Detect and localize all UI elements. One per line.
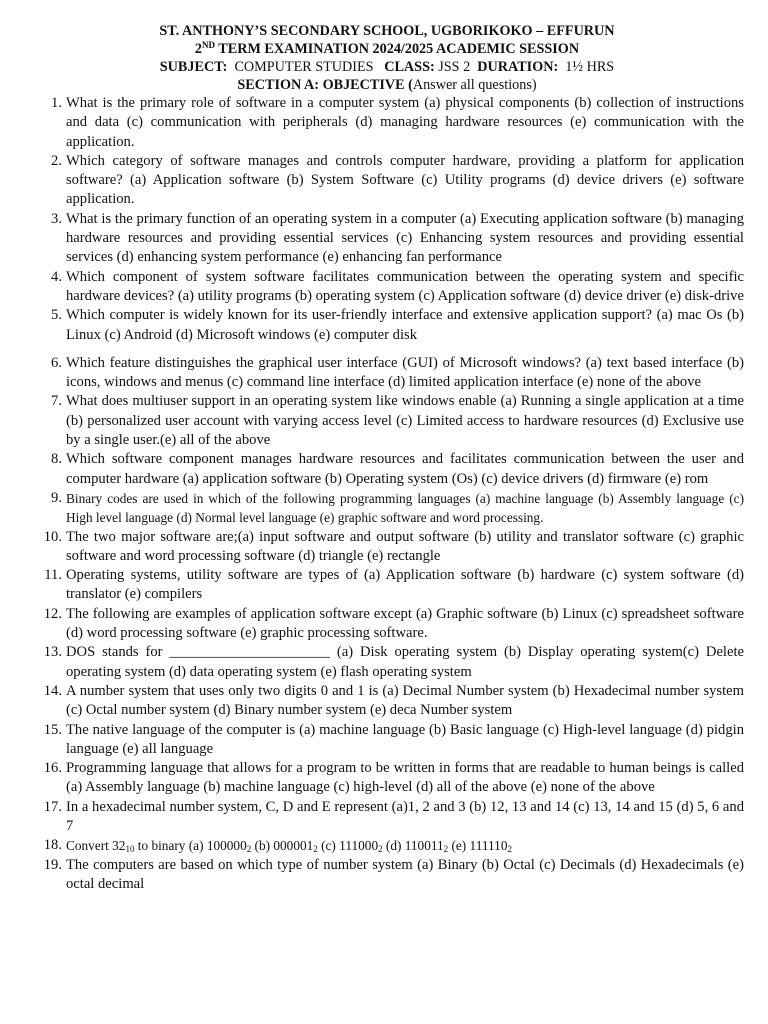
number-base: 2 bbox=[246, 844, 252, 855]
question-text: Which component of system software facilitates communication between the operating system and specific hardware devices? (a) utility programs (b) operating system (c) Application software (d) device driver (e) disk-drive bbox=[66, 268, 744, 304]
question-number: 3. bbox=[51, 210, 62, 227]
question-number: 8. bbox=[51, 451, 62, 468]
question-number: 10. bbox=[43, 528, 62, 545]
question-text: The following are examples of application software except (a) Graphic software (b) Linux (c) spreadsheet software (d) word processing software (e) graphic processing software. bbox=[66, 605, 744, 642]
question-item bbox=[30, 566, 744, 605]
section-line bbox=[30, 76, 744, 94]
term-rest: TERM EXAMINATION 2024/2025 ACADEMIC SESSION bbox=[215, 41, 580, 57]
number-base: 2 bbox=[443, 844, 449, 855]
q18-part: (e) 111110 bbox=[448, 838, 508, 854]
school-name: ST. ANTHONY’S SECONDARY SCHOOL, UGBORIKOKO – EFFURUN bbox=[159, 23, 615, 39]
question-text: The two major software are;(a) input software and output software (b) utility and translator software (c) graphic software and word processing software (d) triangle (e) rectangle bbox=[66, 528, 744, 564]
question-item bbox=[30, 268, 744, 307]
question-item bbox=[30, 682, 744, 721]
question-item bbox=[30, 152, 744, 210]
question-number: 12. bbox=[43, 605, 62, 622]
exam-header bbox=[30, 22, 744, 94]
question-text: Binary codes are used in which of the following programming languages (a) machine language (b) Assembly language (c) High level language (d) Normal level language (e) graphic software and word processing. bbox=[66, 490, 744, 526]
question-number: 11. bbox=[44, 567, 62, 584]
question-text: Which software component manages hardware resources and facilitates communication between the user and computer hardware (a) application software (b) Operating system (Os) (c) device drivers (d) firmware (e) rom bbox=[66, 451, 744, 487]
question-number: 19. bbox=[43, 856, 62, 873]
question-text: Which category of software manages and controls computer hardware, providing a platform for application software? (a) Application software (b) System Software (c) Utility programs (d) device drivers (e) software application. bbox=[66, 152, 744, 208]
question-item bbox=[30, 306, 744, 345]
question-text: In a hexadecimal number system, C, D and E represent (a)1, 2 and 3 (b) 12, 13 and 14 (c) 13, 14 and 15 (d) 5, 6 and 7 bbox=[66, 798, 744, 834]
question-text: What is the primary role of software in a computer system (a) physical components (b) collection of instructions and data (c) communication with peripherals (d) managing hardware resources (e) communication with the application. bbox=[66, 95, 744, 150]
question-item bbox=[30, 605, 744, 644]
question-item bbox=[30, 210, 744, 268]
question-item bbox=[30, 798, 744, 837]
question-number: 4. bbox=[51, 268, 62, 285]
question-item bbox=[30, 836, 744, 855]
question-item bbox=[30, 759, 744, 798]
class-label: CLASS: bbox=[384, 59, 435, 75]
question-number: 13. bbox=[43, 644, 62, 661]
question-number: 5. bbox=[51, 307, 62, 324]
term-ordinal: 2 bbox=[194, 41, 203, 57]
question-item bbox=[30, 450, 744, 489]
duration-value: 1½ HRS bbox=[565, 59, 615, 75]
number-base: 2 bbox=[507, 844, 512, 855]
question-text: The computers are based on which type of number system (a) Binary (b) Octal (c) Decimals (d) Hexadecimals (e) octal decimal bbox=[66, 856, 744, 892]
question-number: 9. bbox=[51, 489, 62, 506]
number-base: 2 bbox=[313, 844, 318, 855]
question-text: A number system that uses only two digits 0 and 1 is (a) Decimal Number system (b) Hexadecimal number system (c) Octal number system (d) Binary number system (e) deca Number system bbox=[66, 682, 744, 719]
question-item bbox=[30, 489, 744, 528]
question-number: 2. bbox=[51, 152, 62, 169]
question-number: 7. bbox=[51, 393, 62, 410]
question-item bbox=[30, 643, 744, 682]
section-note: Answer all questions) bbox=[412, 77, 537, 93]
q18-part: (d) 110011 bbox=[382, 838, 444, 854]
question-list bbox=[30, 94, 744, 894]
question-text: Operating systems, utility software are types of (a) Application software (b) hardware (c) system software (d) translator (e) compilers bbox=[66, 567, 744, 603]
question-text: Programming language that allows for a program to be written in forms that are readable to human beings is called (a) Assembly language (b) machine language (c) high-level (d) all of the above (e) none of the above bbox=[66, 760, 744, 796]
question-text: DOS stands for ______________________ (a) Disk operating system (b) Display operating system(c) Delete operating system (d) data operating system (e) flash operating system bbox=[66, 644, 744, 680]
q18-part: to binary (a) 100000 bbox=[134, 838, 247, 854]
question-item bbox=[30, 856, 744, 895]
subject-label: SUBJECT: bbox=[159, 59, 228, 75]
question-item bbox=[30, 721, 744, 760]
question-item bbox=[30, 94, 744, 152]
question-text: Which feature distinguishes the graphical user interface (GUI) of Microsoft windows? (a) text based interface (b) icons, windows and menus (c) command line interface (d) limited application interface (e) none of the above bbox=[66, 354, 744, 391]
q18-part: (b) 000001 bbox=[251, 838, 314, 854]
question-text: The native language of the computer is (a) machine language (b) Basic language (c) High-level language (d) pidgin language (e) all language bbox=[66, 721, 744, 757]
question-item bbox=[30, 528, 744, 567]
duration-label: DURATION: bbox=[477, 59, 559, 75]
question-number: 1. bbox=[51, 95, 62, 111]
question-number: 17. bbox=[43, 798, 62, 815]
class-value: JSS 2 bbox=[438, 59, 471, 75]
question-item bbox=[30, 354, 744, 393]
question-number: 16. bbox=[43, 760, 62, 777]
question-text: What does multiuser support in an operating system like windows enable (a) Running a single application at a time (b) personalized user account with varying access level (c) Limited access to hardware resources (d) Exclusive use by a single user.(e) all of the above bbox=[66, 393, 744, 449]
subject-value: COMPUTER STUDIES bbox=[234, 59, 374, 75]
question-item bbox=[30, 392, 744, 450]
q18-part: Convert 32 bbox=[66, 838, 126, 854]
question-number: 6. bbox=[51, 354, 62, 371]
number-base: 10 bbox=[125, 844, 135, 855]
question-text: Which computer is widely known for its user-friendly interface and extensive application support? (a) mac Os (b) Linux (c) Android (d) Microsoft windows (e) computer disk bbox=[66, 307, 744, 343]
exam-title bbox=[30, 40, 744, 58]
q18-part: (c) 111000 bbox=[317, 838, 379, 854]
question-number: 15. bbox=[43, 721, 62, 738]
subject-line bbox=[30, 58, 744, 76]
question-number: 14. bbox=[43, 682, 62, 699]
section-label: SECTION A: OBJECTIVE ( bbox=[237, 77, 413, 93]
number-base: 2 bbox=[378, 844, 383, 855]
question-text bbox=[66, 836, 744, 855]
question-number: 18. bbox=[43, 837, 62, 854]
term-suffix: ND bbox=[202, 40, 216, 50]
question-text: What is the primary function of an operating system in a computer (a) Executing application software (b) managing hardware resources and providing essential services (c) Enhancing system resources and providing essential services (d) enhancing system performance (e) enhancing fan performance bbox=[66, 210, 744, 266]
